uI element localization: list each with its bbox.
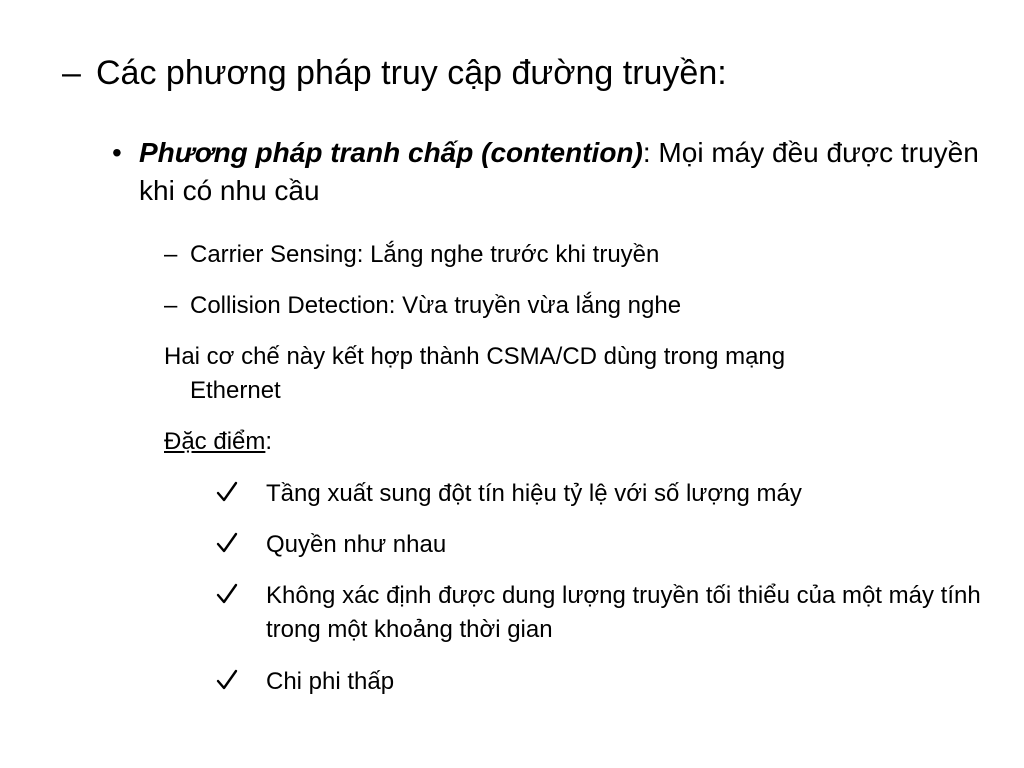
bullet-rest: : Mọi máy đều được truyền khi có nhu cầu (139, 137, 979, 206)
sub-item-text: Collision Detection: Vừa truyền vừa lắng nghe (190, 292, 682, 319)
checkmark-icon (215, 579, 239, 609)
feature-item-text: Tầng xuất sung đột tín hiệu tỷ lệ với số lượng máy (266, 480, 802, 507)
sub-item-dash: – (164, 241, 178, 268)
combined-paragraph (164, 340, 924, 408)
bullet-body (139, 134, 989, 210)
checkmark-icon (215, 528, 239, 558)
sub-item-text: Carrier Sensing: Lắng nghe trước khi truyền (190, 241, 660, 268)
feature-item-text: Chi phi thấp (266, 668, 395, 695)
bullet-emphasis: Phương pháp tranh chấp (contention) (139, 137, 643, 168)
checkmark-icon (215, 665, 239, 695)
heading-dash: – (62, 54, 81, 92)
features-colon: : (265, 428, 273, 455)
features-label-line (164, 425, 272, 459)
combined-line-2: Ethernet (190, 377, 281, 404)
sub-item-dash: – (164, 292, 178, 319)
bullet-symbol: • (112, 137, 122, 168)
checkmark-icon (215, 477, 239, 507)
heading-text: Các phương pháp truy cập đường truyền: (96, 54, 727, 92)
feature-item-text: Quyền như nhau (266, 531, 447, 558)
features-label: Đặc điểm (164, 428, 266, 455)
feature-item-text: Không xác định được dung lượng truyền tối thiểu của một máy tính trong một khoảng thời gian (266, 582, 981, 643)
combined-line-1: Hai cơ chế này kết hợp thành CSMA/CD dùng trong mạng (164, 343, 786, 370)
